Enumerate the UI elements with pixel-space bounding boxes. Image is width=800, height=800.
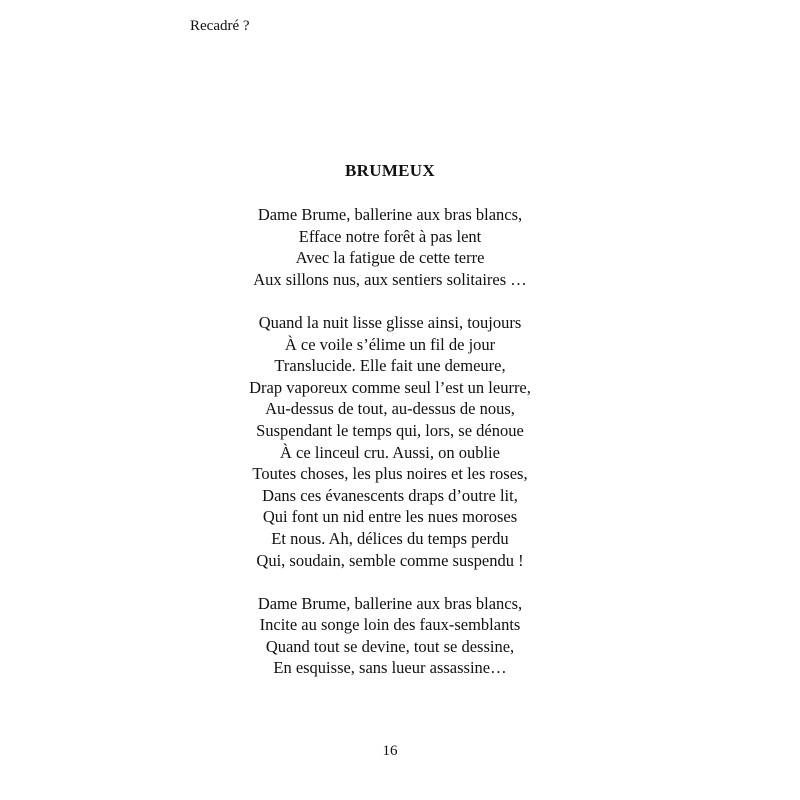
verse-line: Suspendant le temps qui, lors, se dénoue (256, 420, 524, 440)
stanza-2 (0, 312, 780, 571)
verse-line: Qui font un nid entre les nues moroses (262, 507, 518, 527)
verse-line: Dame Brume, ballerine aux bras blancs, (257, 205, 523, 224)
verse-line: Qui, soudain, semble comme suspendu ! (256, 550, 524, 570)
page-number: 16 (382, 743, 398, 759)
stanza-3 (0, 593, 780, 679)
poem-body (0, 204, 780, 679)
verse-line: À ce voile s’élime un fil de jour (284, 334, 496, 354)
verse-line: Toutes choses, les plus noires et les roses, (252, 464, 528, 484)
verse-line: À ce linceul cru. Aussi, on oublie (280, 442, 500, 462)
stanza-1 (0, 204, 780, 290)
verse-line: Incite au songe loin des faux-semblants (259, 615, 521, 635)
verse-line: En esquisse, sans lueur assassine… (273, 658, 507, 678)
verse-line: Avec la fatigue de cette terre (295, 248, 485, 268)
verse-line: Efface notre forêt à pas lent (298, 226, 482, 246)
verse-line: Dans ces évanescents draps d’outre lit, (262, 485, 518, 505)
verse-line: Au-dessus de tout, au-dessus de nous, (265, 399, 515, 419)
running-header: Recadré ? (190, 18, 250, 34)
verse-line: Aux sillons nus, aux sentiers solitaires … (253, 269, 527, 289)
verse-line: Et nous. Ah, délices du temps perdu (271, 528, 509, 548)
verse-line: Drap vaporeux comme seul l’est un leurre, (249, 377, 531, 397)
verse-line: Quand la nuit lisse glisse ainsi, toujours (258, 312, 522, 332)
poem-title: BRUMEUX (345, 161, 435, 180)
verse-line: Dame Brume, ballerine aux bras blancs, (257, 593, 523, 613)
verse-line: Translucide. Elle fait une demeure, (274, 356, 506, 376)
verse-line: Quand tout se devine, tout se dessine, (265, 636, 515, 656)
